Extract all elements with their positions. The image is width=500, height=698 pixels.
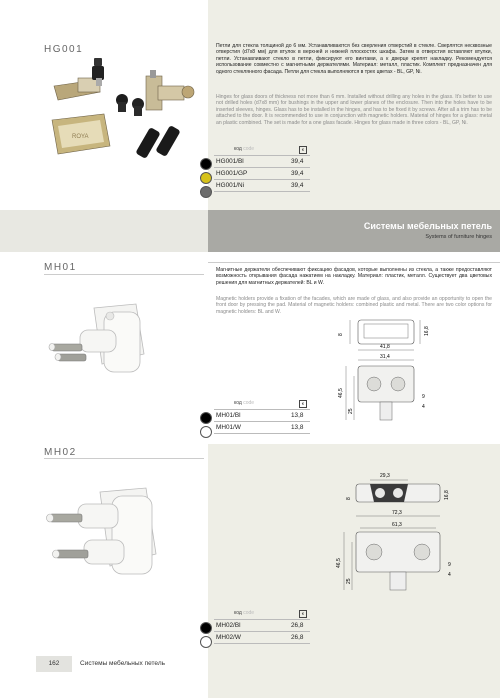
- table-row: [214, 632, 310, 644]
- dim-label: 16,8: [444, 490, 450, 500]
- code-label: code: [243, 146, 255, 152]
- swatch-gold: [200, 172, 212, 184]
- dim-label: 25: [348, 408, 354, 414]
- kod-label: код: [234, 610, 242, 616]
- code-label: code: [243, 610, 255, 616]
- dim-label: 61,3: [392, 522, 402, 528]
- hg001-description-ru: Петли для стекла толщиной до 6 мм. Устанавливаются без сверления отверстий в стекле. Сверлятся несквозные отверстия (d7x8 мм) для втулок в верхней и нижней плоскостях шкафа. Затем в отверстия вставляют втулки, петли. Устанавливают стекло в петли, фиксируют его винтами, а к дверце крепят накладку. Рекомендуется использование совместно с магнитными держателями. Материал: металл, пластик. Комплект предназначен для одного стеклянного фасада. Петли для стекла выполняются в трех цветах - BL, GP, Ni.: [216, 43, 492, 75]
- price-value: 39,4: [291, 182, 304, 189]
- dim-label: 29,3: [380, 473, 390, 479]
- svg-text:ROYA: ROYA: [72, 134, 89, 140]
- hg001-product-photo: [48, 56, 208, 196]
- hg001-price-table: [214, 144, 310, 192]
- mh02-product-photo: [38, 484, 188, 594]
- table-header: [214, 608, 310, 620]
- table-row: [214, 620, 310, 632]
- hg001-section-code: HG001: [44, 44, 84, 55]
- kod-label: код: [234, 400, 242, 406]
- mh01-description-ru: Магнитные держатели обеспечивают фиксацию фасадов, которые выполнены из стекла, а также предоставляют возможность открывания фасада нажатием на накладку. Материал: пластик, металл. Существует два цветовых решения для магнитных держателей: BL и W.: [216, 267, 492, 286]
- page-number: 162: [36, 656, 72, 672]
- table-row: [214, 410, 310, 422]
- dim-label: 9: [448, 562, 451, 568]
- article-name: MH02/W: [216, 634, 241, 641]
- article-name: HG001/GP: [216, 170, 248, 177]
- mh02-section-code: MH02: [44, 447, 77, 458]
- dim-label: 46,5: [336, 558, 342, 568]
- article-name: MH01/Bl: [216, 412, 241, 419]
- dim-label: 9: [422, 394, 425, 400]
- swatch-black: [200, 412, 212, 424]
- table-row: [214, 156, 310, 168]
- table-row: [214, 180, 310, 192]
- swatch-black: [200, 622, 212, 634]
- mh01-technical-drawing: [330, 316, 480, 426]
- article-name: HG001/Bl: [216, 158, 244, 165]
- dim-label: 72,3: [392, 510, 402, 516]
- kod-label: код: [234, 146, 242, 152]
- price-icon: €: [299, 146, 307, 154]
- dim-label: 4: [448, 572, 451, 578]
- swatch-white: [200, 636, 212, 648]
- swatch-white: [200, 426, 212, 438]
- dim-label: 41,8: [380, 344, 390, 350]
- swatch-black: [200, 158, 212, 170]
- price-value: 26,8: [291, 634, 304, 641]
- mh01-separator: [44, 274, 204, 275]
- article-name: MH02/Bl: [216, 622, 241, 629]
- mh02-price-table: [214, 608, 310, 644]
- table-header: [214, 144, 310, 156]
- dim-label: 46,5: [338, 388, 344, 398]
- dim-label: 25: [346, 578, 352, 584]
- price-icon: €: [299, 400, 307, 408]
- price-value: 39,4: [291, 158, 304, 165]
- table-row: [214, 168, 310, 180]
- dim-label: 4: [422, 404, 425, 410]
- article-name: HG001/Ni: [216, 182, 245, 189]
- mh01-product-photo: [40, 296, 180, 396]
- dim-label: 8: [338, 333, 344, 336]
- code-label: code: [243, 400, 255, 406]
- dim-label: 8: [346, 497, 352, 500]
- dim-label: 31,4: [380, 354, 390, 360]
- section-banner: [0, 210, 500, 252]
- mh01-description-en: Magnetic holders provide a fixation of the facades, which are made of glass, and also provide an opportunity to open the front door by pressing the pad. Material of magnetic holders: combined plastic and metal. There are two color options for magnetic holders: BL and W.: [216, 296, 492, 315]
- mh02-technical-drawing: [330, 466, 490, 596]
- price-value: 26,8: [291, 622, 304, 629]
- mh01-separator-right: [208, 262, 500, 263]
- mh01-section-code: MH01: [44, 262, 77, 273]
- dim-label: 16,8: [424, 326, 430, 336]
- banner-subtitle: Systems of furniture hinges: [425, 234, 492, 240]
- banner-title: Системы мебельных петель: [363, 221, 492, 231]
- article-name: MH01/W: [216, 424, 241, 431]
- price-value: 13,8: [291, 424, 304, 431]
- table-row: [214, 422, 310, 434]
- price-icon: €: [299, 610, 307, 618]
- table-header: [214, 398, 310, 410]
- mh01-price-table: [214, 398, 310, 434]
- hg001-description-en: Hinges for glass doors of thickness not more than 6 mm. Installed without drilling any holes in the glass. It's better to use not drilled holes (d7x8 mm) for bushings in the upper and lower planes of the enclosure. Then into the holes have to be inserted sleeves, hinges. Glass has to be installed in the hinges, and has to be fixed it by screws. After all a trim has to be attached to the door. It is recommended to use in conjunction with magnetic holders. Material of hinges for a glass: metal an plastic combined. The set is made for a one glass facade. Hinges for glass made in three colors - BL, GP, Ni.: [216, 94, 492, 126]
- price-value: 39,4: [291, 170, 304, 177]
- footer-title: Системы мебельных петель: [80, 660, 165, 667]
- swatch-nickel: [200, 186, 212, 198]
- price-value: 13,8: [291, 412, 304, 419]
- mh02-separator: [44, 458, 204, 459]
- banner-dark-panel: [208, 210, 500, 252]
